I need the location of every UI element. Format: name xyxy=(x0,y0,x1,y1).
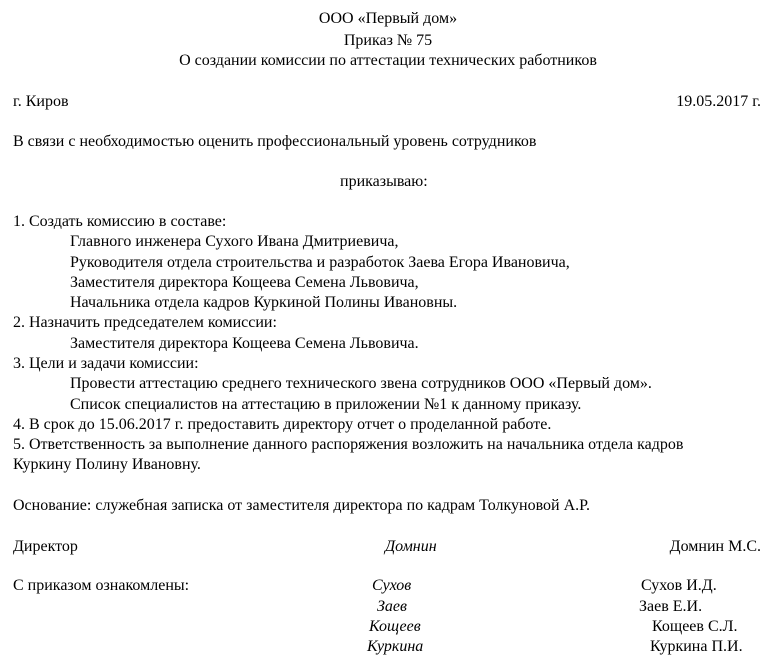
director-signature: Домнин xyxy=(385,538,437,555)
item-1: 1. Создать комиссию в составе: xyxy=(13,213,227,230)
director-title: Директор xyxy=(13,538,78,555)
signature-1: Сухов xyxy=(372,577,412,594)
item-2: 2. Назначить председателем комиссии: xyxy=(13,314,277,331)
member-1: Главного инженера Сухого Ивана Дмитриевича, xyxy=(70,233,399,250)
item-4: 4. В срок до 15.06.2017 г. предоставить директору отчет о проделанной работе. xyxy=(13,416,552,433)
director-name: Домнин М.С. xyxy=(669,538,761,555)
signature-2: Заев xyxy=(377,598,407,615)
preamble: В связи с необходимостью оценить профессиональный уровень сотрудников xyxy=(13,133,537,150)
goal-2: Список специалистов на аттестацию в приложении №1 к данному приказу. xyxy=(70,396,582,413)
org-name: ООО «Первый дом» xyxy=(318,10,458,27)
date: 19.05.2017 г. xyxy=(676,93,761,110)
member-2: Руководителя отдела строительства и разработок Заева Егора Ивановича, xyxy=(70,254,570,271)
item-3: 3. Цели и задачи комиссии: xyxy=(13,355,199,372)
signature-3: Кощеев xyxy=(369,618,421,635)
chair: Заместителя директора Кощеева Семена Львовича. xyxy=(70,335,419,352)
order-word: приказываю: xyxy=(340,173,428,190)
member-3: Заместителя директора Кощеева Семена Львовича, xyxy=(70,274,419,291)
acquainted-label: С приказом ознакомлены: xyxy=(13,577,190,594)
signee-name-1: Сухов И.Д. xyxy=(641,577,717,594)
item-5-line-2: Куркину Полину Ивановну. xyxy=(13,456,201,473)
signee-name-3: Кощеев С.Л. xyxy=(652,618,738,635)
order-number: Приказ № 75 xyxy=(343,32,433,49)
place: г. Киров xyxy=(13,93,69,110)
goal-1: Провести аттестацию среднего технического звена сотрудников ООО «Первый дом». xyxy=(70,375,652,392)
basis: Основание: служебная записка от заместителя директора по кадрам Толкуновой А.Р. xyxy=(13,497,591,514)
order-subject: О создании комиссии по аттестации технических работников xyxy=(179,52,597,69)
item-5-line-1: 5. Ответственность за выполнение данного распоряжения возложить на начальника отдела кадров xyxy=(13,436,684,453)
signee-name-2: Заев Е.И. xyxy=(639,598,703,615)
signee-name-4: Куркина П.И. xyxy=(650,638,743,655)
signature-4: Куркина xyxy=(367,638,424,655)
member-4: Начальника отдела кадров Куркиной Полины Ивановны. xyxy=(70,294,458,311)
